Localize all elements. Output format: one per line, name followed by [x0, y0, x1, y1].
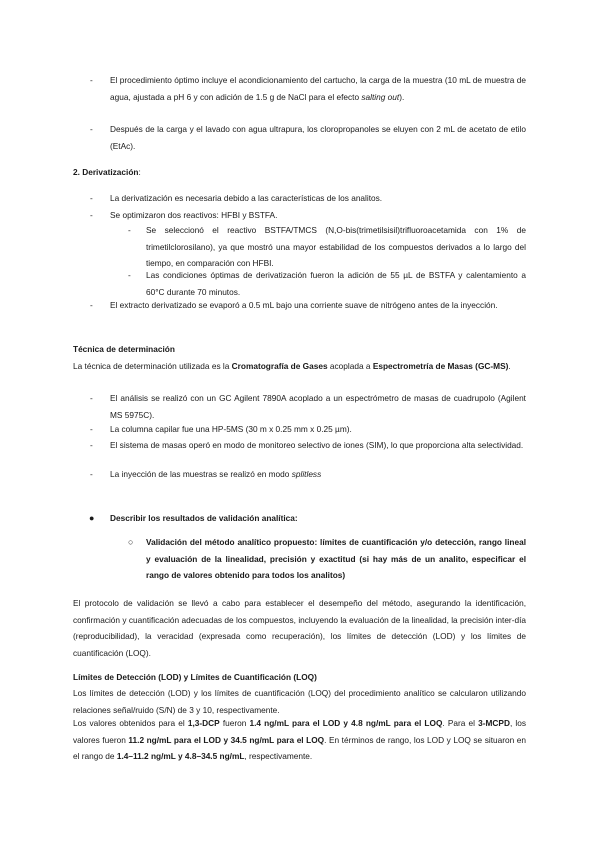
sublist-item-bstfa: Se seleccionó el reactivo BSTFA/TMCS (N,O-bis(trimetilsisil)trifluoroacetamida con 1% de trimetilclorosilano), ya que mostró una mayor estabilidad de los compuestos derivados a lo largo del tiempo, en comparación con HFBI.: [146, 225, 526, 269]
list-item-inyeccion: La inyección de las muestras se realizó en modo splitless: [110, 469, 322, 479]
section-heading-tecnica: Técnica de determinación: [73, 344, 175, 354]
sublist-dash: -: [128, 225, 131, 235]
list-item-sim: El sistema de masas operó en modo de monitoreo selectivo de iones (SIM), lo que proporciona alta selectividad.: [110, 440, 524, 450]
list-dash: -: [90, 469, 93, 479]
validacion-heading: Describir los resultados de validación analítica:: [110, 513, 298, 523]
sublist-item-condiciones: Las condiciones óptimas de derivatización fueron la adición de 55 µL de BSTFA y calentamiento a 60°C durante 70 minutos.: [146, 270, 526, 297]
sublist-dash: -: [128, 270, 131, 280]
list-dash: -: [90, 193, 93, 203]
list-dash: -: [90, 300, 93, 310]
list-item-reactivos: Se optimizaron dos reactivos: HFBI y BSTFA.: [110, 210, 278, 220]
list-dash: -: [90, 124, 93, 134]
list-item-columna: La columna capilar fue una HP-5MS (30 m x 0.25 mm x 0.25 µm).: [110, 424, 352, 434]
list-item-deriv-necesaria: La derivatización es necesaria debido a las características de los analitos.: [110, 193, 383, 203]
limites-paragraph-2: Los valores obtenidos para el 1,3-DCP fueron 1.4 ng/mL para el LOD y 4.8 ng/mL para el LOQ. Para el 3-MCPD, los valores fueron 11.2 ng/mL para el LOD y 34.5 ng/mL para el LOQ. En términos de rango, los LOD y LOQ se situaron en el rango de 1.4–11.2 ng/mL y 4.8–34.5 ng/mL, respectivamente.: [73, 718, 527, 762]
section-heading-derivatizacion: 2. Derivatización:: [73, 167, 141, 177]
list-dash: -: [90, 440, 93, 450]
protocolo-paragraph: El protocolo de validación se llevó a cabo para establecer el desempeño del método, asegurando la identificación, confirmación y cuantificación adecuadas de los compuestos, incluyendo la evaluación de la linealidad, la precisión inter-día (reproducibilidad), la veracidad (expresada como recuperación), los límites de detección (LOD) y los límites de cuantificación (LOQ).: [73, 598, 526, 658]
validacion-subheading: Validación del método analítico propuesto: límites de cuantificación y/o detección, rango lineal y evaluación de la linealidad, precisión y exactitud (si hay más de un analito, especificar el rango de valores obtenido para todos los analitos): [146, 537, 526, 581]
limites-paragraph-1: Los límites de detección (LOD) y los límites de cuantificación (LOQ) del procedimiento analítico se calcularon utilizando relaciones señal/ruido (S/N) de 3 y 10, respectivamente.: [73, 688, 526, 715]
circle-bullet-icon: ○: [128, 537, 134, 547]
list-item-gc-agilent: El análisis se realizó con un GC Agilent 7890A acoplado a un espectrómetro de masas de cuadrupolo (Agilent MS 5975C).: [110, 393, 526, 420]
list-item-procedimiento: El procedimiento óptimo incluye el acondicionamiento del cartucho, la carga de la muestra (10 mL de muestra de agua, ajustada a pH 6 y con adición de 1.5 g de NaCl para el efecto salting out).: [110, 75, 526, 102]
tecnica-intro: La técnica de determinación utilizada es la Cromatografía de Gases acoplada a Espectrometría de Masas (GC-MS).: [73, 361, 511, 371]
list-item-evaporacion: El extracto derivatizado se evaporó a 0.5 mL bajo una corriente suave de nitrógeno antes de la inyección.: [110, 300, 498, 310]
list-dash: -: [90, 424, 93, 434]
section-heading-limites: Límites de Detección (LOD) y Límites de Cuantificación (LOQ): [73, 672, 317, 682]
list-dash: -: [90, 393, 93, 403]
list-dash: -: [90, 210, 93, 220]
bullet-icon: ●: [89, 513, 95, 523]
list-item-elucion: Después de la carga y el lavado con agua ultrapura, los cloropropanoles se eluyen con 2 mL de acetato de etilo (EtAc).: [110, 124, 526, 151]
list-dash: -: [90, 75, 93, 85]
